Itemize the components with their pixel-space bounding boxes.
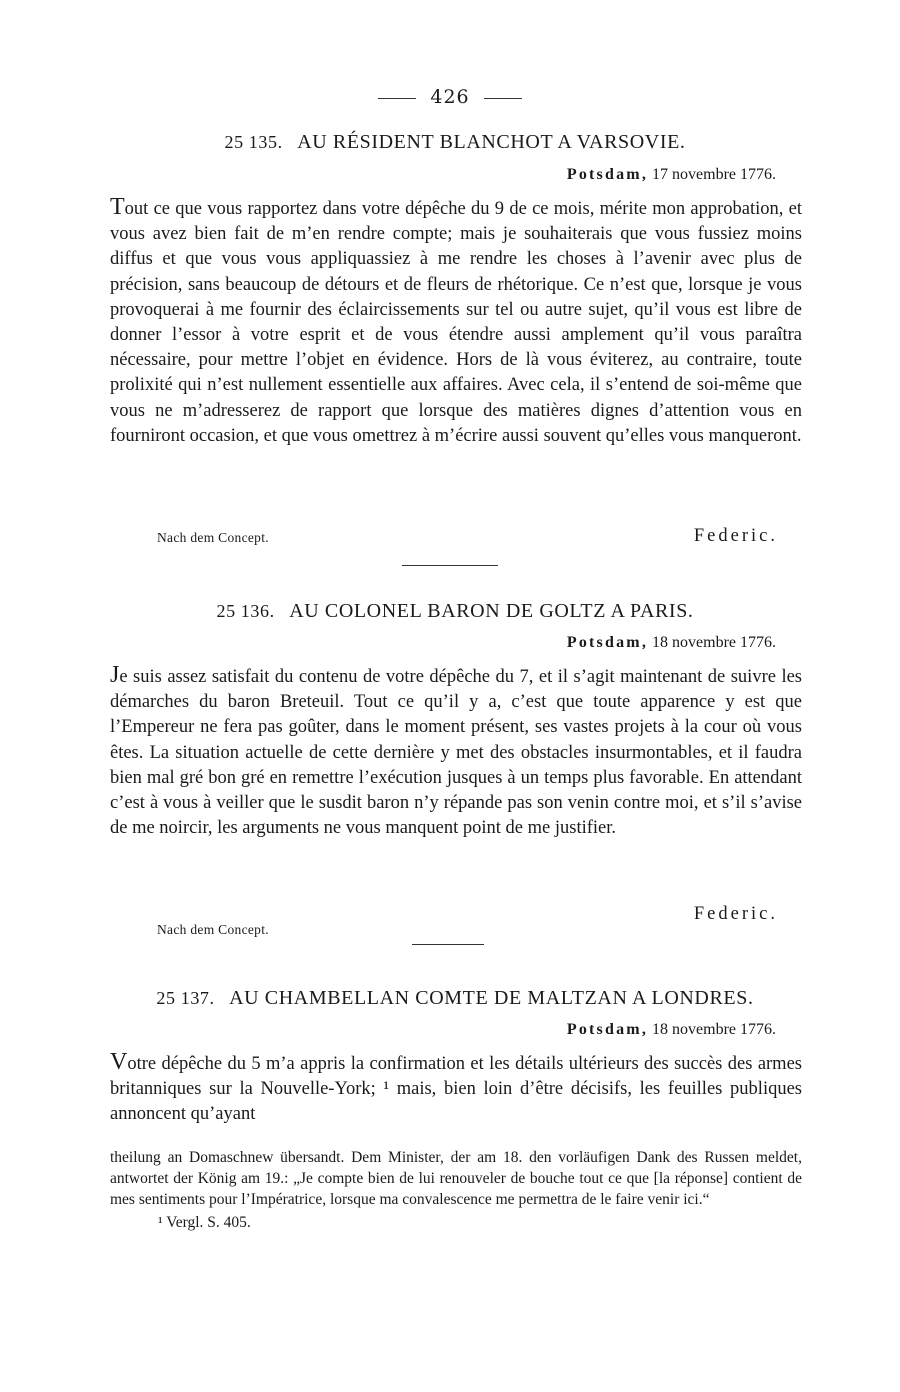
letter-recipient: AU RÉSIDENT BLANCHOT A VARSOVIE. [297, 131, 686, 153]
letter-number: 25 135. [224, 132, 283, 152]
footnote-continuation: theilung an Domaschnew übersandt. Dem Minister, der am 18. den vorläufigen Dank des Russen meldet, antwortet der König am 19.: „Je compte bien de lui renouveler de bouche tout ce que [la réponse] contient de mes sentiments pour l’Impératrice, lorsque ma convalescence me permettra de le faire venir ici.“ [110, 1149, 802, 1208]
dateline [567, 1021, 776, 1039]
letter-number: 25 137. [156, 988, 215, 1008]
initial-letter: J [110, 662, 120, 688]
signature: Federic. [693, 904, 778, 924]
page-number: 426 [430, 86, 470, 108]
rule-left [378, 98, 416, 99]
letter-recipient: AU CHAMBELLAN COMTE DE MALTZAN A LONDRES. [229, 987, 754, 1009]
letter-body [110, 1050, 802, 1128]
dateline-place: Potsdam, [566, 166, 649, 183]
dateline-place: Potsdam, [566, 634, 649, 651]
rule-right [484, 98, 522, 99]
source-note: Nach dem Concept. [157, 530, 269, 545]
source-note: Nach dem Concept. [157, 922, 269, 937]
footnote-1: ¹ Vergl. S. 405. [158, 1214, 251, 1231]
letter-recipient: AU COLONEL BARON DE GOLTZ A PARIS. [289, 600, 694, 622]
letter-heading [110, 131, 800, 154]
letter-body [110, 663, 802, 841]
initial-letter: T [110, 194, 125, 220]
dateline-place: Potsdam, [566, 1021, 649, 1038]
letter-body [110, 195, 802, 449]
letter-body-text: otre dépêche du 5 m’a appris la confirmation et les détails ultérieurs des succès des armes britanniques sur la Nouvelle-York; ¹ mais, bien loin d’être décisifs, les feuilles publiques annoncent qu’ayant [110, 1054, 802, 1125]
letter-heading [110, 987, 800, 1010]
running-head [0, 86, 900, 108]
dateline-date: 18 novembre 1776. [652, 1021, 776, 1038]
letter-body-text: out ce que vous rapportez dans votre dépêche du 9 de ce mois, mérite mon approbation, et vous avez bien fait de m’en rendre compte; mais je souhaiterais que vous fussiez moins diffus et que vous vous appliquassiez à me rendre les choses à l’avenir avec plus de précision, sans beaucoup de détours et de fleurs de rhétorique. Ce n’est que, lorsque je vous provoquerai à me fournir des éclaircissements sur tel ou autre sujet, qu’il vous est libre de donner l’essor à votre esprit et de vous étendre aussi amplement qu’il vous paraîtra nécessaire, pour mettre l’objet en évidence. Hors de là vous éviterez, au contraire, toute prolixité qui n’est nullement essentielle aux affaires. Avec cela, il s’entend de soi-même que vous ne m’adresserez de rapport que lorsque des matières dignes d’attention vous en fourniront occasion, et que vous omettrez à m’écrire aussi souvent qu’elles vous manqueront. [110, 199, 802, 446]
signature: Federic. [693, 526, 778, 546]
separator-rule [402, 565, 498, 566]
footnotes [110, 1147, 802, 1233]
dateline-date: 18 novembre 1776. [652, 634, 776, 651]
initial-letter: V [110, 1049, 128, 1075]
dateline [567, 166, 776, 184]
separator-rule [412, 944, 484, 945]
letter-body-text: e suis assez satisfait du contenu de votre dépêche du 7, et il s’agit maintenant de suivre les démarches du baron Breteuil. Tout ce qu’il y a, c’est que toute apparence y est que l’Empereur ne fera pas goûter, dans le moment présent, ses vastes projets à la cour où vous êtes. La situation actuelle de cette dernière y met des obstacles insurmontables, et il faudra bien mal gré bon gré en remettre l’exécution jusques à un temps plus favorable. En attendant c’est à vous à veiller que le susdit baron n’y répande pas son venin contre moi, et s’il s’avise de me noircir, les arguments ne vous manquent point de me justifier. [110, 667, 802, 839]
letter-heading [110, 600, 800, 623]
dateline-date: 17 novembre 1776. [652, 166, 776, 183]
dateline [567, 634, 776, 652]
letter-number: 25 136. [216, 601, 275, 621]
